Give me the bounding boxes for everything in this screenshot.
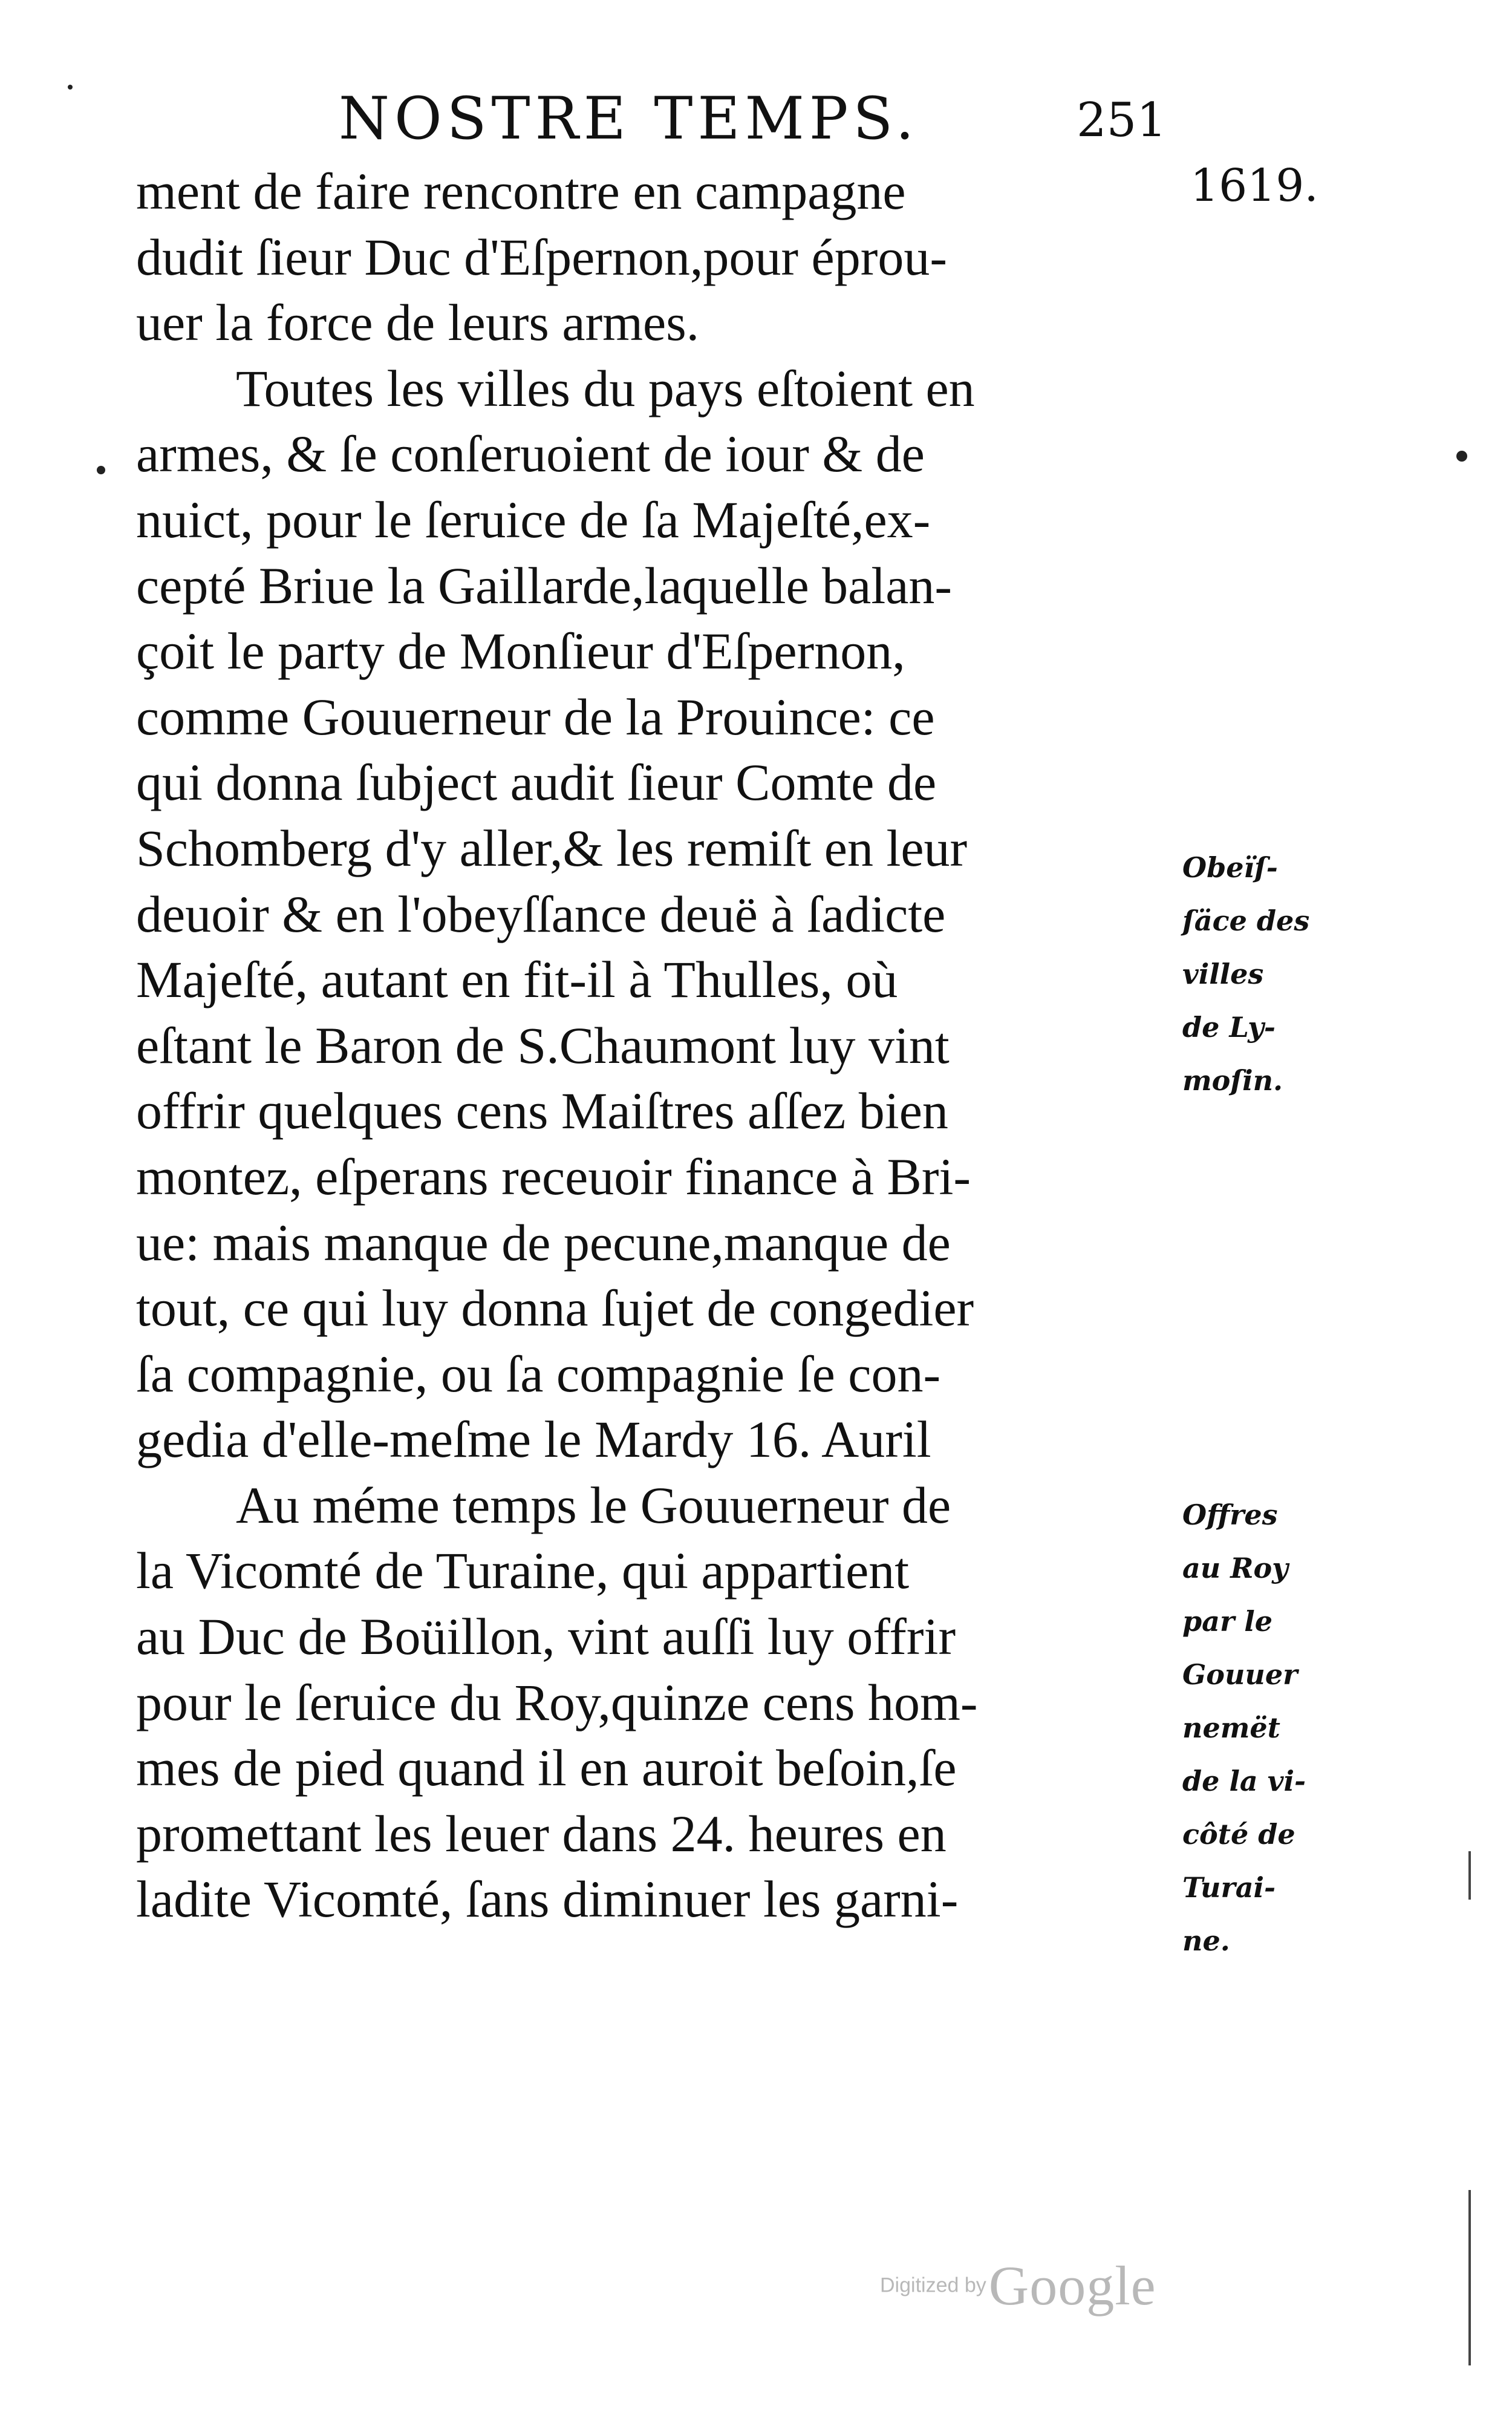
digitized-label: Digitized by [880,2273,986,2297]
digitized-by-google-watermark [880,2254,1156,2318]
paragraph-start-line: Au méme temps le Gouuerneur de [236,1476,951,1534]
text-line: ue: mais manque de pecune,manque de [136,1213,951,1272]
text-line: cepté Briue la Gaillarde,laquelle balan- [136,556,953,615]
margin-note-line: Gouuer [1182,1658,1298,1691]
margin-note-obeissance [1182,841,1321,1107]
margin-note-line: villes [1182,958,1264,990]
text-line: ladite Vicomté, ſans diminuer les garni- [136,1870,959,1929]
margin-note-line: par le [1182,1605,1272,1638]
margin-year: 1619. [1190,160,1318,212]
text-line: montez, eſperans receuoir finance à Bri- [136,1147,971,1206]
text-line: ment de faire rencontre en campagne [136,162,906,220]
text-line: deuoir & en l'obeyſſance deuë à ſadicte [136,884,946,943]
paragraph-start-line: Toutes les villes du pays eſtoient en [236,359,975,417]
text-line: uer la force de leurs armes. [136,293,700,352]
ink-speck [1456,451,1467,462]
page-edge-mark [1468,1851,1471,1900]
text-line: eſtant le Baron de S.Chaumont luy vint [136,1016,950,1074]
text-line: Majeſté, autant en fit-il à Thulles, où [136,950,898,1009]
text-line: dudit ſieur Duc d'Eſpernon,pour éprou- [136,227,947,286]
text-line: pour le ſeruice du Roy,quinze cens hom- [136,1673,978,1731]
text-line: çoit le party de Monſieur d'Eſpernon, [136,622,905,681]
text-line: mes de pied quand il en auroit beſoin,ſe [136,1739,957,1797]
text-line: promettant les leuer dans 24. heures en [136,1804,947,1863]
margin-note-line: de la vi- [1182,1765,1306,1797]
margin-note-line: ſäce des [1182,904,1310,937]
text-line: armes, & ſe conſeruoient de iour & de [136,425,925,483]
margin-note-line: de Ly- [1182,1011,1276,1044]
ink-speck [97,466,105,474]
margin-note-line: Offres [1182,1499,1278,1531]
text-line: gedia d'elle-meſme le Mardy 16. Auril [136,1410,931,1469]
ink-speck [68,85,73,90]
running-head-title: NOSTRE TEMPS. [339,85,919,152]
margin-note-line: moſin. [1182,1064,1283,1097]
page-number: 251 [1077,93,1167,148]
text-line: la Vicomté de Turaine, qui appartient [136,1541,910,1600]
page-edge-mark [1468,2190,1471,2365]
margin-note-offres [1182,1488,1321,1967]
margin-note-line: Obeïſ- [1182,851,1278,884]
text-line: offrir quelques cens Maiſtres aſſez bien [136,1082,948,1140]
text-line: qui donna ſubject audit ſieur Comte de [136,753,937,812]
text-line: comme Gouuerneur de la Prouince: ce [136,687,935,746]
text-line: au Duc de Boüillon, vint auſſi luy offrir [136,1607,956,1666]
text-line: ſa compagnie, ou ſa compagnie ſe con- [136,1344,941,1403]
text-line: tout, ce qui luy donna ſujet de congedier [136,1279,974,1338]
text-line: nuict, pour le ſeruice de ſa Majeſté,ex- [136,490,931,549]
margin-note-line: Turai- [1182,1871,1276,1904]
main-text-block [136,159,1170,1932]
margin-note-line: au Roy [1182,1552,1288,1584]
text-line: Schomberg d'y aller,& les remiſt en leur [136,819,968,877]
google-logo: Google [988,2255,1156,2316]
margin-note-line: côté de [1182,1818,1295,1851]
margin-note-line: nemët [1182,1711,1280,1744]
margin-note-line: ne. [1182,1924,1230,1957]
